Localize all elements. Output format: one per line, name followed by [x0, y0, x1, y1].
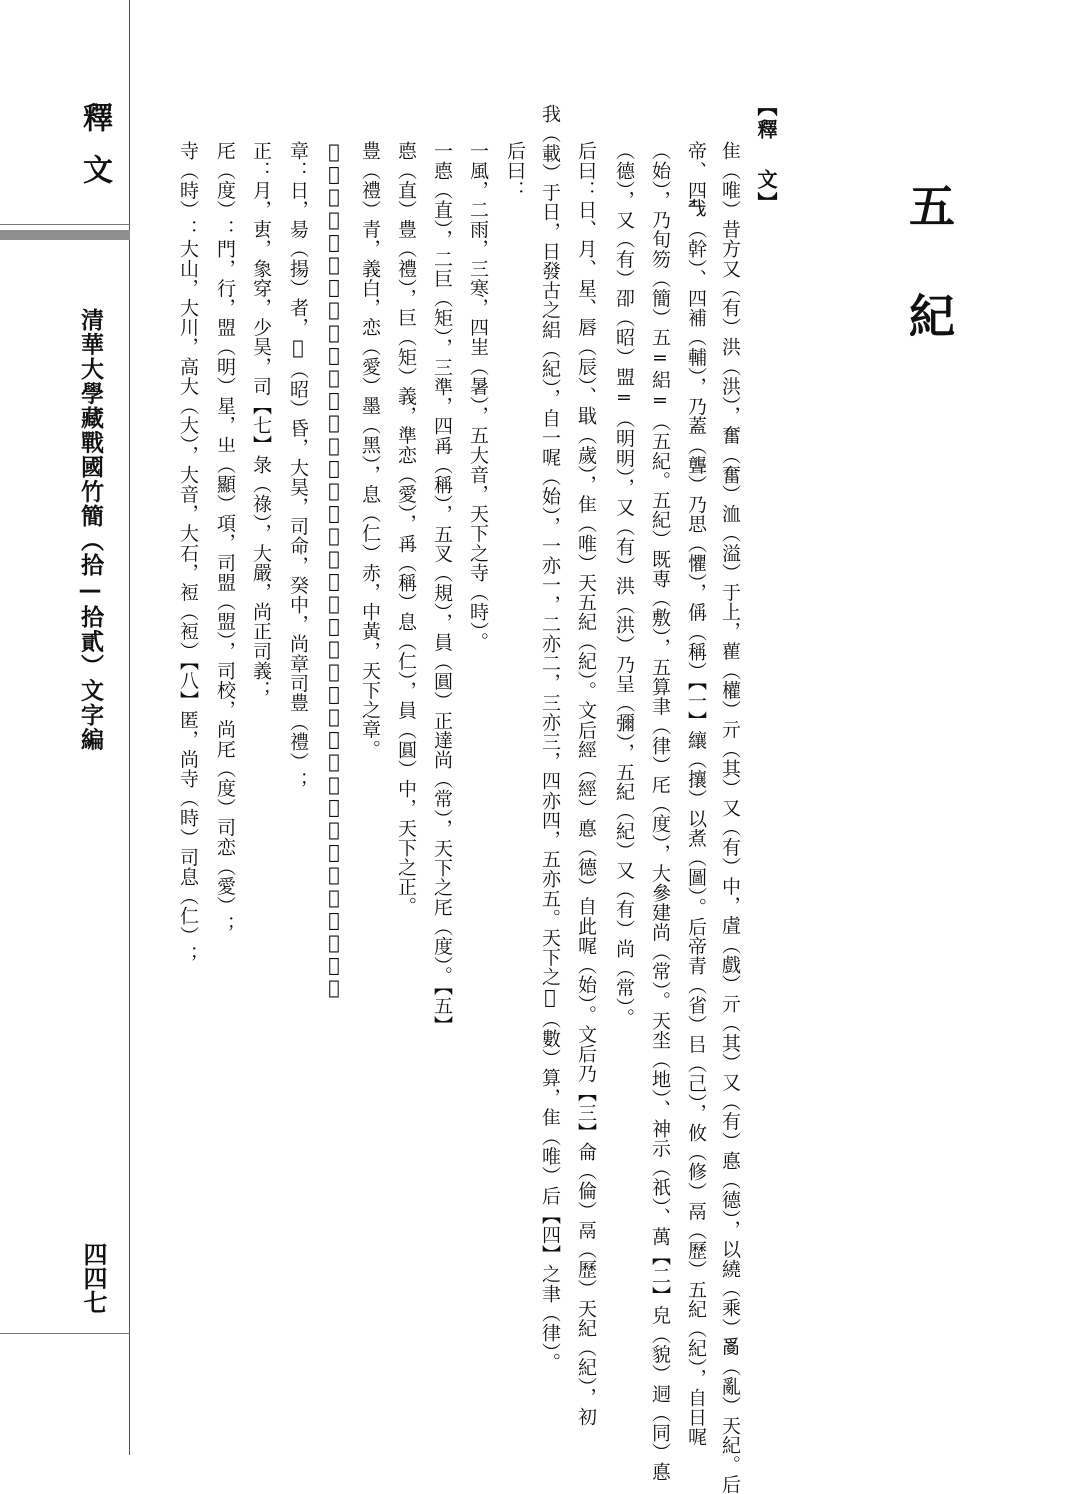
- text-line-9: 一㥁（直），二巨（矩），三準，四爯（稱），五叉（規），員（圓）正達尚（常），天下之厇（度）。【五】: [431, 141, 453, 1035]
- text-line-5: 后曰：日、月、星、唇（辰）、戢（歲），隹（唯）天五紀（紀）。文后經（經）悳（德）自此𠳿（始）。文后乃【三】侖（倫）鬲（歷）天紀（紀），初: [575, 141, 597, 1427]
- margin-thick-bar: [0, 230, 130, 240]
- text-line-13: 章：日，昜（揚）者，𤍽（昭）昏，大昊，司命，癸中，尚章司豊（禮）；: [287, 141, 309, 791]
- margin-divider: [129, 0, 130, 1455]
- text-line-15: 厇（度）：門，行，盟（明）星，㞢（顯）項，司盟（盟），司校，尚厇（度）司恋（愛）；: [214, 141, 236, 936]
- chapter-title: 五紀: [902, 182, 956, 402]
- book-title: 清華大學藏戰國竹簡（拾—拾貳）文字編: [77, 308, 103, 752]
- margin-bottom-rule: [0, 1333, 130, 1334]
- text-line-2: 帝、四𢦔（幹）、四補（輔），乃蓋（聾）乃思（懼），偁（稱）【一】纕（攘）以煮（圖）。后帝青（省）㠯（己），攸（修）鬲（歷）五紀（紀），自日𠳿: [685, 141, 707, 1447]
- text-line-11: 豊（禮）青，義白，恋（愛）墨（黑），息（仁）赤，中黃，天下之章。: [359, 141, 381, 759]
- text-line-8: 一風，二雨，三寒，四㞷（暑），五大音，天下之寺（時）。: [467, 141, 489, 652]
- text-line-14: 正：月，叀，𧰼穿，少昊，司【七】彔（祿），大嚴，尚正司義；: [250, 141, 272, 700]
- text-line-6: 我（載）于日，日發古之絽（紀），自一𠳿（始），一亦一，二亦二，三亦三，四亦四，五亦五。天下之𢿱（數）算，隹（唯）后【四】之聿（律）。: [539, 104, 561, 1373]
- running-head: 釋文: [77, 102, 112, 206]
- text-line-4: （德），又（有）卲（昭）盟=（明明），又（有）洪（洪）乃呈（彌），五紀（紀）又（有）尚（常）。: [613, 141, 635, 1028]
- text-line-1: 隹（唯）昔方又（有）洪（洪），奮（奮）洫（溢）于上，雚（權）亓（其）又（有）中，虘（戲）亓（其）又（有）悳（德），以繞（乘）𤔔（亂）天紀。后: [719, 141, 741, 1494]
- margin-top-rule: [0, 224, 130, 225]
- page-number: 四四七: [79, 1242, 107, 1314]
- text-line-16: 寺（時）：大山，大川，高大（大），大音，大石，裋（裋）【八】匿，尚寺（時）司息（仁）；: [177, 141, 199, 965]
- text-line-10: 㥁（直）豊（禮），巨（矩）義，準恋（愛），爯（稱）息（仁），員（圓）中，天下之正。: [395, 141, 417, 917]
- text-line-3: （始），乃旬笏（簡）五=絽=（五紀。五紀）既専（敷），五算聿（律）厇（度），大參建尚（常）。天坔（地）、神示（祇）、萬【二】皃（貌）迵（同）悳: [649, 141, 671, 1482]
- text-line-12: 𢿱（數）算，寺（時），厇（度），【六】正，章，隹（唯）神之尚，示（祇）之司。: [323, 141, 345, 1000]
- section-label: 【釋 文】: [754, 96, 778, 215]
- text-line-7: 后曰：: [504, 141, 526, 200]
